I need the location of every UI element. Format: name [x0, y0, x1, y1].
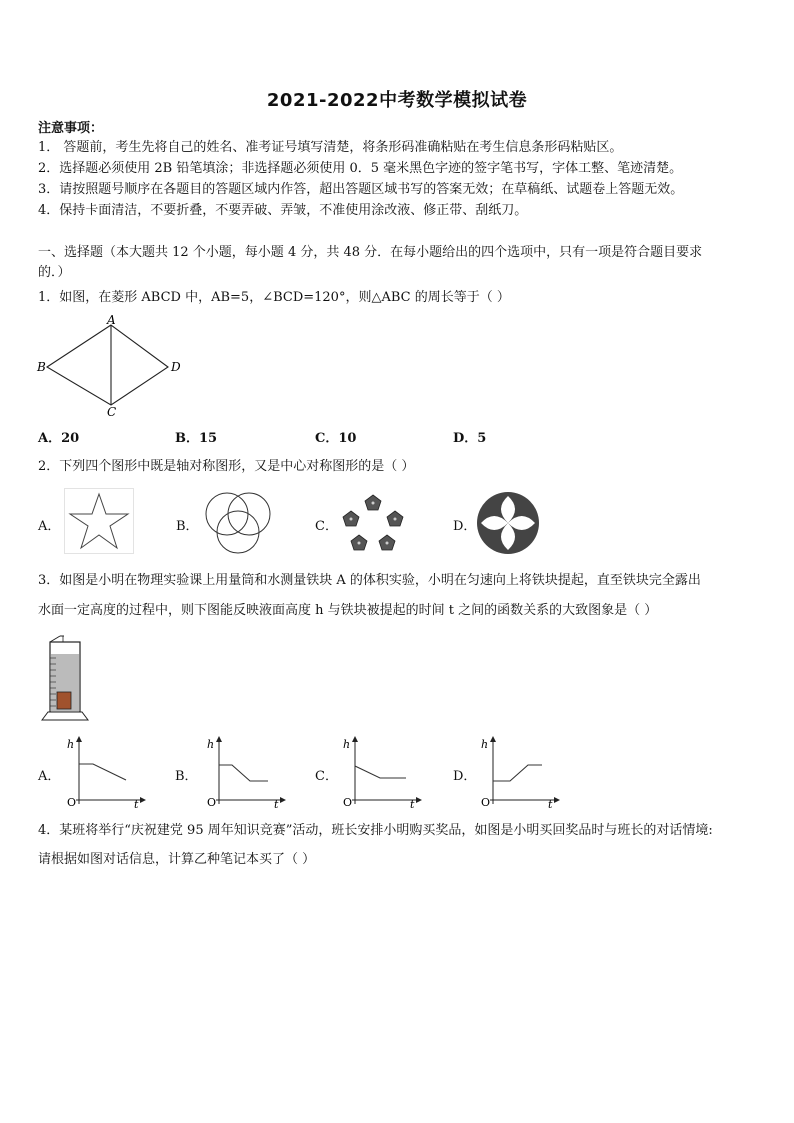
question-4-text-line2: 请根据如图对话信息，计算乙种笔记本买了（ ） [38, 852, 316, 867]
vertex-label-b: B [37, 360, 46, 374]
section-heading-line1: 一、选择题（本大题共 12 个小题，每小题 4 分，共 48 分．在每小题给出的四个选项中，只有一项是符合题目要求 [38, 245, 703, 260]
question-2-text: 2．下列四个图形中既是轴对称图形，又是中心对称图形的是（ ） [38, 459, 415, 474]
star-figure [64, 488, 134, 554]
notice-heading: 注意事项： [38, 121, 104, 136]
q2-option-a[interactable]: A． [38, 519, 61, 534]
svg-text:h: h [481, 738, 489, 751]
question-3-text-line2: 水面一定高度的过程中，则下图能反映液面高度 h 与铁块被提起的时间 t 之间的函数关系的大致图象是（ ） [38, 603, 658, 618]
svg-text:h: h [207, 738, 215, 751]
vertex-label-d: D [171, 360, 181, 374]
graph-option-a [62, 734, 148, 810]
notice-item-4: 4．保持卡面清洁，不要折叠，不要弄破、弄皱，不准使用涂改液、修正带、刮纸刀。 [38, 203, 528, 218]
notice-item-1: 1． 答题前，考生先将自己的姓名、准考证号填写清楚，将条形码准确粘贴在考生信息条形码粘贴区。 [38, 140, 623, 155]
measuring-cylinder-figure [38, 634, 98, 724]
svg-text:h: h [67, 738, 75, 751]
vertex-label-c: C [107, 405, 117, 419]
q3-option-b[interactable]: B． [175, 769, 198, 784]
q1-option-a[interactable]: A．20 [38, 431, 80, 446]
three-circles-figure [200, 488, 276, 556]
graph-option-c [338, 734, 424, 810]
q1-option-c[interactable]: C．10 [315, 431, 357, 446]
svg-text:O: O [67, 796, 77, 809]
q3-option-d[interactable]: D． [453, 769, 477, 784]
q2-option-b[interactable]: B． [176, 519, 199, 534]
q3-option-c[interactable]: C． [315, 769, 338, 784]
graph-option-b [202, 734, 288, 810]
svg-text:t: t [548, 798, 553, 810]
question-4-text-line1: 4．某班将举行“庆祝建党 95 周年知识竞赛”活动，班长安排小明购买奖品，如图是小明买回奖品时与班长的对话情境: [38, 823, 713, 838]
q2-option-c[interactable]: C． [315, 519, 338, 534]
svg-text:O: O [481, 796, 491, 809]
q1-option-d[interactable]: D．5 [453, 431, 487, 446]
q3-option-a[interactable]: A． [38, 769, 61, 784]
svg-text:t: t [410, 798, 415, 810]
q1-option-b[interactable]: B．15 [175, 431, 218, 446]
svg-text:t: t [134, 798, 139, 810]
svg-text:O: O [343, 796, 353, 809]
four-petal-circle-figure [474, 490, 542, 556]
rhombus-figure [34, 312, 184, 422]
question-3-text-line1: 3．如图是小明在物理实验课上用量筒和水测量铁块 A 的体积实验，小明在匀速向上将铁块提起，直至铁块完全露出 [38, 573, 701, 588]
question-1-text: 1．如图，在菱形 ABCD 中，AB=5，∠BCD=120°，则△ABC 的周长等于（ ） [38, 290, 510, 305]
vertex-label-a: A [107, 313, 116, 327]
svg-text:t: t [274, 798, 279, 810]
notice-item-3: 3．请按照题号顺序在各题目的答题区域内作答，超出答题区域书写的答案无效；在草稿纸、试题卷上答题无效。 [38, 182, 684, 197]
notice-item-2: 2．选择题必须使用 2B 铅笔填涂；非选择题必须使用 0．5 毫米黑色字迹的签字笔书写，字体工整、笔迹清楚。 [38, 161, 683, 176]
pentagons-figure [340, 492, 406, 554]
svg-text:O: O [207, 796, 217, 809]
svg-text:h: h [343, 738, 351, 751]
section-heading-line2: 的．） [38, 265, 71, 280]
q2-option-d[interactable]: D． [453, 519, 477, 534]
graph-option-d [476, 734, 562, 810]
page-title: 2021-2022中考数学模拟试卷 [266, 90, 528, 111]
